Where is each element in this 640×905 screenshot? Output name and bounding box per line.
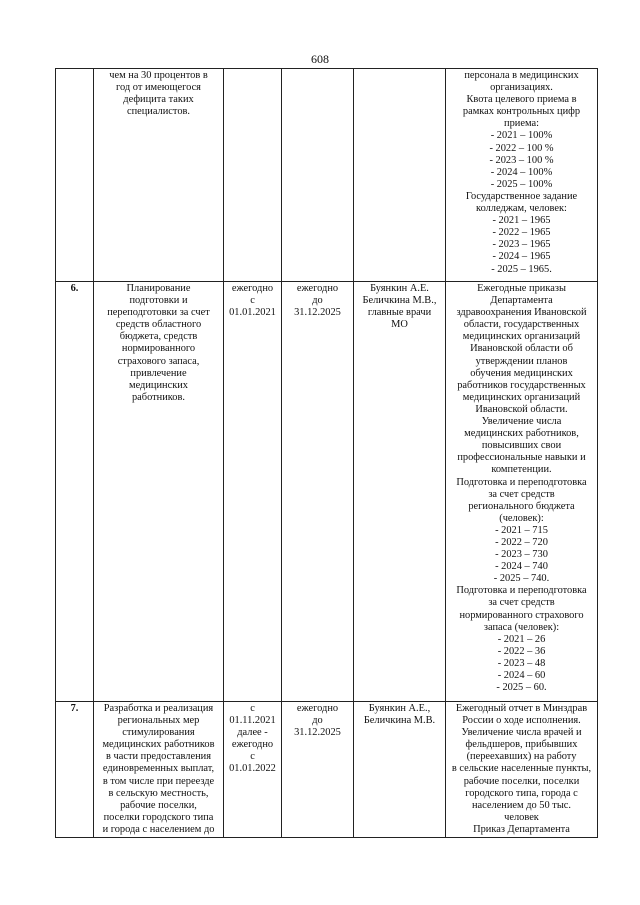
cell-line: области, государственных [463, 319, 580, 331]
cell-line: медицинских работников [102, 739, 215, 751]
cell-line: - 2021 – 26 [497, 633, 546, 645]
cell-line: - 2022 – 720 [495, 536, 548, 548]
cell-line: Подготовка и переподготовка [456, 476, 587, 488]
cell-line: с [250, 295, 255, 307]
cell-line: до [312, 295, 323, 307]
cell-line: Разработка и реализация [103, 703, 214, 714]
page-number: 608 [311, 52, 329, 66]
cell-line: работников. [131, 391, 186, 403]
cell-line: Квота целевого приема в [466, 94, 577, 106]
cell-line: Буянкин А.Е. [370, 283, 429, 294]
cell-line: Увеличение числа [481, 416, 562, 428]
cell-line: - 2022 – 1965 [492, 227, 551, 239]
cell-line: населением до 50 тыс. [471, 799, 572, 811]
cell-line: далее - [237, 727, 268, 739]
cell-line: - 2022 – 100 % [489, 142, 554, 154]
cell-line: Ежегодные приказы [477, 283, 566, 294]
cell-line: запаса (человек): [483, 621, 560, 633]
cell-line: - 2024 – 1965 [492, 251, 551, 263]
cell-line: чем на 30 процентов в [109, 70, 208, 81]
cell-line: 01.11.2021 [229, 715, 276, 727]
cell-line: колледжам, человек: [476, 203, 567, 215]
end-date-cell [282, 282, 354, 702]
cell-line: ежегодно [231, 283, 274, 294]
cell-line: здравоохранения Ивановской [456, 307, 587, 319]
cell-line: работников государственных [457, 379, 586, 391]
cell-line: Увеличение числа врачей и [461, 727, 582, 739]
cell-line: - 2025 – 60. [496, 682, 547, 694]
cell-line: МО [391, 319, 408, 331]
cell-line: персонала в медицинских [464, 70, 579, 81]
cell-line: с [250, 751, 255, 763]
cell-line: Ивановской области. [475, 403, 568, 415]
table-row [56, 282, 598, 702]
cell-line: средств областного [115, 319, 202, 331]
cell-line: Буянкин А.Е., [368, 703, 431, 714]
cell-line: ежегодно [231, 739, 274, 751]
cell-line: нормированного [121, 343, 196, 355]
cell-line: в части предоставления [106, 751, 211, 763]
cell-line: - 2025 – 740. [493, 573, 550, 585]
cell-line: ежегодно [296, 283, 339, 294]
cell-line: (переехавших) на работу [466, 751, 577, 763]
cell-line: - 2023 – 100 % [489, 154, 554, 166]
cell-line: профессиональные навыки и [457, 452, 586, 464]
cell-line: Ежегодный отчет в Минздрав [455, 703, 588, 714]
cell-line: Ивановской области об [470, 343, 573, 355]
cell-line: Беличкина М.В. [363, 715, 436, 727]
activity-cell [94, 69, 224, 282]
start-date-cell [224, 702, 282, 838]
cell-line: - 2021 – 1965 [492, 215, 551, 227]
cell-line: медицинских организаций [462, 391, 581, 403]
cell-line: Департамента [490, 295, 553, 307]
result-cell [446, 282, 598, 702]
cell-line: до [312, 715, 323, 727]
cell-line: в том числе при переезде [102, 775, 215, 787]
cell-line: человек [504, 811, 539, 823]
cell-line: специалистов. [126, 106, 191, 118]
cell-line: - 2024 – 740 [495, 561, 548, 573]
cell-line: и города с населением до [102, 823, 215, 835]
activity-cell [94, 282, 224, 702]
cell-line: привлечение [130, 367, 187, 379]
cell-line: Государственное задание [465, 190, 578, 202]
cell-line: в сельскую местность, [108, 787, 209, 799]
cell-line: повысивших свои [481, 440, 562, 452]
end-date-cell [282, 702, 354, 838]
row-number: 7. [56, 702, 94, 838]
responsible-cell [354, 702, 446, 838]
cell-line: городского типа, города с [465, 787, 578, 799]
cell-line: Беличкина М.В., [362, 295, 437, 307]
cell-line: главные врачи [367, 307, 432, 319]
cell-line: за счет средств [488, 488, 555, 500]
cell-line: бюджета, средств [119, 331, 198, 343]
result-cell [446, 702, 598, 838]
cell-line: России о ходе исполнения. [462, 715, 581, 727]
cell-line: - 2021 – 715 [495, 524, 548, 536]
cell-line: нормированного страхового [459, 609, 584, 621]
cell-line: региональных мер [117, 715, 200, 727]
cell-line: - 2022 – 36 [497, 645, 546, 657]
cell-line: за счет средств [488, 597, 555, 609]
cell-line: год от имеющегося [116, 82, 201, 94]
activity-cell [94, 702, 224, 838]
cell-line: фельдшеров, прибывших [465, 739, 578, 751]
table-row [56, 702, 598, 838]
cell-line: рабочие поселки, [120, 799, 197, 811]
table-row [56, 69, 598, 282]
cell-line: утверждении планов [475, 355, 568, 367]
result-cell [446, 69, 598, 282]
cell-line: единовременных выплат, [102, 763, 215, 775]
cell-line: (человек): [499, 512, 544, 524]
cell-line: рамках контрольных цифр [462, 106, 581, 118]
start-date-cell [224, 282, 282, 702]
cell-line: медицинских [129, 379, 188, 391]
cell-line: организациях. [490, 82, 553, 94]
cell-line: медицинских организаций [462, 331, 581, 343]
cell-line: Приказ Департамента [473, 823, 570, 835]
cell-line: страхового запаса, [117, 355, 200, 367]
cell-line: 31.12.2025 [294, 727, 341, 739]
cell-line: рабочие поселки, поселки [463, 775, 580, 787]
row-number: 6. [56, 282, 94, 702]
cell-line: подготовки и [129, 295, 188, 307]
cell-line: - 2021 – 100% [490, 130, 553, 142]
cell-line: - 2024 – 100% [490, 166, 553, 178]
cell-line: 01.01.2021 [229, 307, 276, 319]
cell-line: Подготовка и переподготовка [456, 585, 587, 597]
cell-line: - 2023 – 730 [495, 549, 548, 561]
cell-line: в сельские населенные пункты, [451, 763, 592, 775]
cell-line: ежегодно [296, 703, 339, 714]
cell-line: - 2023 – 1965 [492, 239, 551, 251]
cell-line: поселки городского типа [103, 811, 214, 823]
responsible-cell [354, 282, 446, 702]
measures-table [55, 68, 598, 838]
responsible-cell [354, 69, 446, 282]
end-date-cell [282, 69, 354, 282]
cell-line: - 2024 – 60 [497, 670, 546, 681]
cell-line: 31.12.2025 [294, 307, 341, 319]
cell-line: медицинских работников, [464, 428, 579, 440]
cell-line: приема: [504, 118, 539, 130]
cell-line: переподготовки за счет [107, 307, 210, 319]
cell-line: компетенции. [491, 464, 552, 476]
cell-line: дефицита таких [123, 94, 194, 106]
cell-line: - 2023 – 48 [497, 657, 546, 669]
cell-line: Планирование [126, 283, 191, 294]
row-number [56, 69, 94, 282]
cell-line: регионального бюджета [468, 500, 575, 512]
cell-line: с [250, 703, 255, 714]
cell-line: стимулирования [122, 727, 195, 739]
cell-line: обучения медицинских [470, 367, 573, 379]
cell-line: - 2025 – 1965. [491, 263, 552, 275]
cell-line: 01.01.2022 [229, 763, 276, 775]
cell-line: - 2025 – 100% [490, 178, 553, 190]
start-date-cell [224, 69, 282, 282]
